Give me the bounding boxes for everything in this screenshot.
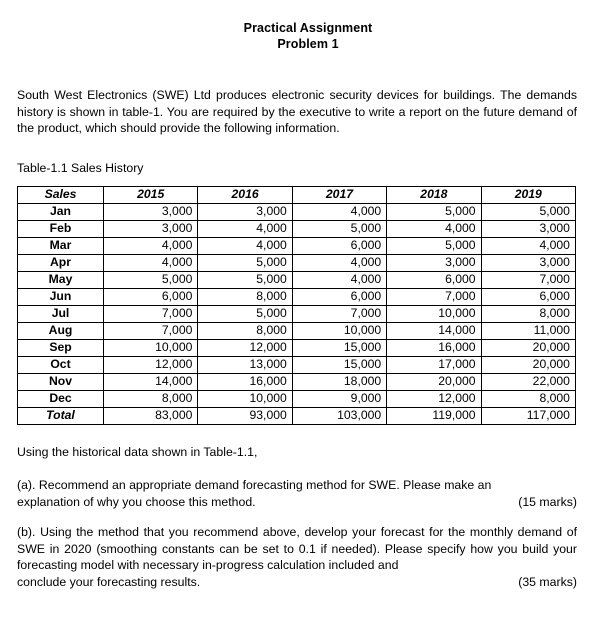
table-row — [18, 306, 576, 323]
table-row-label: Jun — [18, 289, 104, 306]
table-cell-aug-2017: 10,000 — [292, 323, 386, 340]
table-column-header-2018: 2018 — [387, 187, 481, 204]
table-cell-nov-2019: 22,000 — [481, 374, 575, 391]
table-row — [18, 340, 576, 357]
table-cell-jun-2019: 6,000 — [481, 289, 575, 306]
table-cell-total-2019: 117,000 — [481, 408, 575, 425]
table-cell-sep-2019: 20,000 — [481, 340, 575, 357]
question-a-tail-line — [17, 494, 577, 511]
sales-history-table — [17, 186, 576, 425]
table-cell-aug-2019: 11,000 — [481, 323, 575, 340]
question-b-tail-line — [17, 574, 577, 591]
table-cell-aug-2018: 14,000 — [387, 323, 481, 340]
table-cell-aug-2016: 8,000 — [198, 323, 292, 340]
table-cell-may-2016: 5,000 — [198, 272, 292, 289]
table-cell-mar-2016: 4,000 — [198, 238, 292, 255]
table-cell-sep-2017: 15,000 — [292, 340, 386, 357]
table-cell-mar-2019: 4,000 — [481, 238, 575, 255]
table-row — [18, 255, 576, 272]
title-line-1: Practical Assignment — [243, 21, 373, 35]
table-row — [18, 204, 576, 221]
table-cell-nov-2015: 14,000 — [104, 374, 198, 391]
table-cell-jun-2016: 8,000 — [198, 289, 292, 306]
question-a-lead-text: (a). Recommend an appropriate demand forecasting method for SWE. Please make an — [17, 478, 492, 492]
table-cell-dec-2017: 9,000 — [292, 391, 386, 408]
table-cell-nov-2016: 16,000 — [198, 374, 292, 391]
table-cell-jun-2018: 7,000 — [387, 289, 481, 306]
table-total-row — [18, 408, 576, 425]
table-row — [18, 238, 576, 255]
table-row-label: Feb — [18, 221, 104, 238]
table-cell-sep-2018: 16,000 — [387, 340, 481, 357]
table-row — [18, 391, 576, 408]
table-row-label: Aug — [18, 323, 104, 340]
table-row-label: Nov — [18, 374, 104, 391]
table-cell-jun-2015: 6,000 — [104, 289, 198, 306]
table-cell-may-2018: 6,000 — [387, 272, 481, 289]
table-cell-apr-2015: 4,000 — [104, 255, 198, 272]
table-row-label: Mar — [18, 238, 104, 255]
table-cell-nov-2017: 18,000 — [292, 374, 386, 391]
table-cell-apr-2018: 3,000 — [387, 255, 481, 272]
table-cell-jul-2018: 10,000 — [387, 306, 481, 323]
question-b-tail-text: conclude your forecasting results. — [17, 574, 201, 589]
table-cell-jan-2017: 4,000 — [292, 204, 386, 221]
table-cell-jan-2019: 5,000 — [481, 204, 575, 221]
table-row — [18, 374, 576, 391]
question-b-lead-text: (b). Using the method that you recommend above, develop your forecast for the monthly demand of SWE in 2020 (smoothing constants can be set to 0.1 if needed). Please specify how you build your forecasting model with necessary in-progress calculation included and — [17, 525, 577, 572]
table-body — [18, 204, 576, 425]
using-historical-data-line: Using the historical data shown in Table-1.1, — [17, 445, 258, 459]
table-row-label: Dec — [18, 391, 104, 408]
question-a-tail-text: explanation of why you choose this method. — [17, 494, 256, 509]
table-row-label: Jan — [18, 204, 104, 221]
table-cell-may-2017: 4,000 — [292, 272, 386, 289]
question-b — [17, 524, 577, 590]
table-cell-dec-2019: 8,000 — [481, 391, 575, 408]
table-cell-feb-2016: 4,000 — [198, 221, 292, 238]
table-cell-mar-2018: 5,000 — [387, 238, 481, 255]
question-a-marks: (15 marks) — [518, 494, 577, 509]
table-cell-may-2019: 7,000 — [481, 272, 575, 289]
table-row — [18, 323, 576, 340]
table-cell-sep-2016: 12,000 — [198, 340, 292, 357]
table-cell-dec-2015: 8,000 — [104, 391, 198, 408]
title-line-2: Problem 1 — [277, 37, 339, 51]
table-row-label: Apr — [18, 255, 104, 272]
table-cell-jan-2015: 3,000 — [104, 204, 198, 221]
table-cell-feb-2018: 4,000 — [387, 221, 481, 238]
table-column-header-2015: 2015 — [104, 187, 198, 204]
table-column-header-2016: 2016 — [198, 187, 292, 204]
question-b-marks: (35 marks) — [518, 574, 577, 589]
table-row — [18, 272, 576, 289]
table-column-header-2017: 2017 — [292, 187, 386, 204]
table-cell-oct-2019: 20,000 — [481, 357, 575, 374]
table-cell-oct-2015: 12,000 — [104, 357, 198, 374]
table-cell-mar-2017: 6,000 — [292, 238, 386, 255]
table-row-label: Sep — [18, 340, 104, 357]
table-cell-apr-2017: 4,000 — [292, 255, 386, 272]
table-cell-oct-2018: 17,000 — [387, 357, 481, 374]
table-row-label: Oct — [18, 357, 104, 374]
table-cell-jan-2018: 5,000 — [387, 204, 481, 221]
table-cell-jul-2016: 5,000 — [198, 306, 292, 323]
table-cell-oct-2017: 15,000 — [292, 357, 386, 374]
table-cell-nov-2018: 20,000 — [387, 374, 481, 391]
table-cell-aug-2015: 7,000 — [104, 323, 198, 340]
table-cell-jan-2016: 3,000 — [198, 204, 292, 221]
table-cell-feb-2015: 3,000 — [104, 221, 198, 238]
table-cell-jun-2017: 6,000 — [292, 289, 386, 306]
table-row — [18, 357, 576, 374]
table-cell-total-2017: 103,000 — [292, 408, 386, 425]
table-cell-dec-2018: 12,000 — [387, 391, 481, 408]
table-cell-dec-2016: 10,000 — [198, 391, 292, 408]
table-cell-apr-2019: 3,000 — [481, 255, 575, 272]
table-row-label: Jul — [18, 306, 104, 323]
table-corner-label: Sales — [18, 187, 104, 204]
table-column-header-2019: 2019 — [481, 187, 575, 204]
table-cell-feb-2017: 5,000 — [292, 221, 386, 238]
table-cell-total-2018: 119,000 — [387, 408, 481, 425]
table-cell-jul-2019: 8,000 — [481, 306, 575, 323]
table-cell-jul-2017: 7,000 — [292, 306, 386, 323]
table-cell-sep-2015: 10,000 — [104, 340, 198, 357]
table-cell-may-2015: 5,000 — [104, 272, 198, 289]
table-row-label: May — [18, 272, 104, 289]
sales-history-table-wrapper — [17, 186, 575, 425]
page-title — [0, 20, 616, 52]
table-cell-oct-2016: 13,000 — [198, 357, 292, 374]
question-a — [17, 477, 577, 510]
table-row — [18, 221, 576, 238]
table-cell-total-2015: 83,000 — [104, 408, 198, 425]
table-cell-mar-2015: 4,000 — [104, 238, 198, 255]
table-header-row — [18, 187, 576, 204]
intro-paragraph: South West Electronics (SWE) Ltd produces electronic security devices for buildings. The demands history is shown in table-1. You are required by the executive to write a report on the future demand of the product, which should provide the following information. — [17, 88, 577, 135]
table-row-label: Total — [18, 408, 104, 425]
table-row — [18, 289, 576, 306]
table-cell-total-2016: 93,000 — [198, 408, 292, 425]
table-caption: Table-1.1 Sales History — [17, 161, 144, 175]
table-cell-apr-2016: 5,000 — [198, 255, 292, 272]
table-cell-jul-2015: 7,000 — [104, 306, 198, 323]
table-cell-feb-2019: 3,000 — [481, 221, 575, 238]
